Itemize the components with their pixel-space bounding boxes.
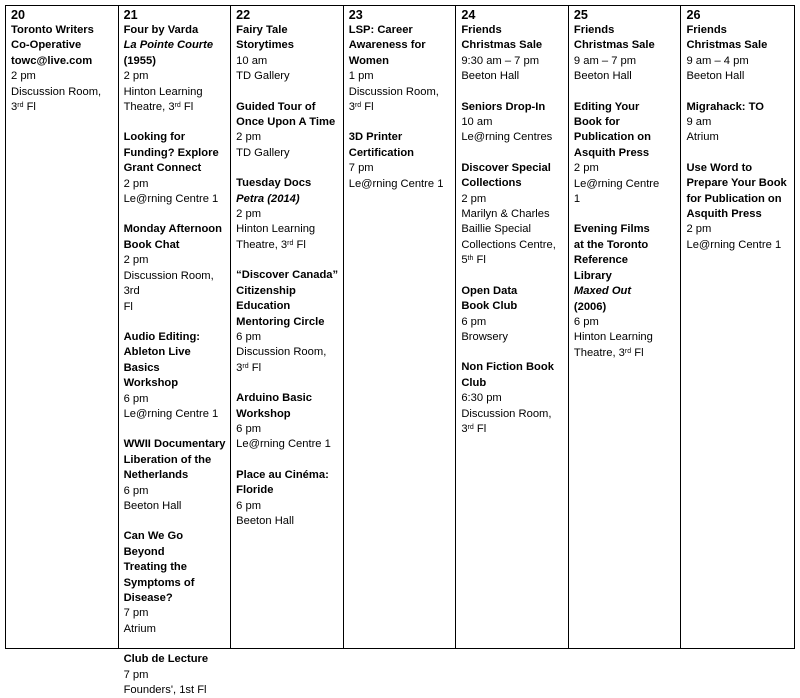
event-title: Club de Lecture (123, 653, 209, 666)
event-title-year: (2006) (573, 300, 607, 313)
event-location: Discussion Room, (11, 85, 102, 98)
event-location: Le@rning Centre (573, 177, 660, 190)
event-title: Book Chat (123, 238, 180, 251)
day-column (569, 6, 682, 648)
event-location: Beeton Hall (123, 499, 182, 512)
event-location: Beeton Hall (686, 70, 745, 83)
event (11, 23, 114, 115)
event-time: 2 pm (236, 208, 262, 221)
event (124, 652, 227, 698)
event-location: Le@rning Centres (461, 131, 553, 144)
event (574, 100, 677, 208)
day-number: 24 (461, 8, 476, 22)
event-title: Seniors Drop-In (461, 100, 546, 113)
day-column (456, 6, 569, 648)
event (124, 437, 227, 514)
event (124, 23, 227, 115)
event-location: Theatre, 3rd Fl (573, 346, 644, 359)
day-column (344, 6, 457, 648)
event (461, 100, 564, 146)
event-title: Library (573, 269, 612, 282)
event-time: 6 pm (236, 330, 262, 343)
event-title: at the Toronto (573, 238, 649, 251)
event-location: Atrium (686, 131, 719, 144)
event-time: 9:30 am – 7 pm (461, 54, 540, 67)
event-time: 2 pm (123, 177, 149, 190)
event-location: Theatre, 3rd Fl (123, 101, 194, 114)
event-title: Friends (686, 24, 727, 36)
event-title: Workshop (123, 377, 179, 390)
event-film-title: Petra (2014) (236, 192, 300, 205)
event-time: 7 pm (348, 162, 374, 175)
event-title: Mentoring Circle (236, 315, 325, 328)
day-number: 23 (348, 8, 363, 22)
event-title: Asquith Press (686, 208, 762, 221)
event-location: TD Gallery (236, 146, 290, 159)
event-location: Le@rning Centre 1 (348, 177, 444, 190)
event-title: “Discover Canada” (236, 269, 339, 282)
event-location: Le@rning Centre 1 (123, 407, 219, 420)
event-time: 2 pm (461, 192, 487, 205)
day-column (231, 6, 344, 648)
event-location: Browsery (461, 330, 508, 343)
event-location: Marilyn & Charles (461, 208, 550, 221)
day-column (6, 6, 119, 648)
day-column (681, 6, 794, 648)
event-title: Book for (573, 116, 620, 129)
event (574, 222, 677, 361)
event (686, 100, 790, 146)
event-title: Citizenship (236, 284, 296, 297)
event-time: 6 pm (123, 484, 149, 497)
event-title: Storytimes (236, 39, 294, 52)
event-time: 2 pm (686, 223, 712, 236)
event-title: Non Fiction Book (461, 361, 554, 374)
event (124, 130, 227, 207)
event (461, 360, 564, 437)
event-location: Hinton Learning (236, 223, 316, 236)
event-title: Evening Films (573, 223, 650, 236)
event-title: Reference (573, 254, 628, 267)
event-title: Publication on (573, 131, 651, 144)
event-location: Beeton Hall (461, 70, 520, 83)
event-location: 3rd Fl (236, 361, 262, 374)
day-number: 22 (236, 8, 251, 22)
event-title: Book Club (461, 300, 518, 313)
event-time: 6 pm (236, 422, 262, 435)
event-location: 3rd Fl (11, 101, 36, 114)
event-location: Theatre, 3rd Fl (236, 238, 306, 251)
event-title: Asquith Press (573, 146, 650, 159)
event (686, 23, 790, 85)
calendar-week (5, 5, 795, 697)
day-column (119, 6, 232, 697)
event-title: Certification (348, 146, 415, 159)
event-location: Discussion Room, 3rd (123, 269, 214, 298)
event-time: 6 pm (236, 499, 262, 512)
event-location: Atrium (123, 622, 156, 635)
event-title: Guided Tour of (236, 100, 316, 113)
event-location: Founders', 1st Fl (123, 684, 207, 697)
event-title: Audio Editing: (123, 330, 201, 343)
event (236, 391, 339, 453)
event-location: Discussion Room, (348, 85, 439, 98)
event-time: 6 pm (573, 315, 599, 328)
event-title: Christmas Sale (461, 39, 543, 52)
event (236, 176, 339, 253)
event-title: Funding? Explore (123, 146, 219, 159)
event-location: Fl (123, 300, 133, 313)
event-title: Editing Your (573, 100, 640, 113)
event (124, 222, 227, 314)
event-title: Disease? (123, 592, 173, 604)
event-time: 6 pm (123, 392, 149, 405)
event-title: Prepare Your Book (686, 177, 787, 190)
event (349, 130, 452, 192)
event-location: 1 (573, 193, 581, 206)
event-time: 9 am – 4 pm (686, 54, 749, 67)
event-time: 9 am – 7 pm (573, 54, 637, 67)
event-location: Le@rning Centre 1 (236, 438, 331, 451)
event-title: Ableton Live Basics (123, 346, 191, 374)
event-title: Christmas Sale (686, 39, 768, 52)
event-title: towc@live.com (11, 54, 93, 67)
event-title: Friends (461, 24, 502, 36)
event-location: Hinton Learning (573, 331, 653, 344)
event-title: Arduino Basic (236, 392, 312, 405)
event-title: for Publication on (686, 192, 782, 205)
event-time: 2 pm (123, 70, 149, 83)
event-title: Fairy Tale (236, 24, 288, 36)
event-location: Collections Centre, (461, 238, 556, 251)
event-time: 2 pm (573, 162, 599, 175)
event (349, 23, 452, 115)
event-title: Open Data (461, 284, 518, 297)
event-time: 2 pm (236, 131, 262, 144)
event-title: Migrahack: TO (686, 100, 764, 113)
event-location: Discussion Room, (461, 407, 552, 420)
event (461, 161, 564, 269)
event-title: Club (461, 376, 487, 389)
event-location: 3rd Fl (461, 422, 487, 435)
event-title: Toronto Writers Co-Operative (11, 24, 94, 52)
day-number: 21 (123, 8, 138, 22)
event-location: Beeton Hall (573, 70, 632, 83)
event-title: Place au Cinéma: (236, 468, 329, 481)
event-time: 6 pm (461, 315, 487, 328)
event-location: Discussion Room, (236, 346, 327, 359)
event-location: Le@rning Centre 1 (123, 193, 219, 206)
event-title: Monday Afternoon (123, 223, 222, 236)
event-time: 7 pm (123, 668, 149, 681)
event-title: Liberation of the (123, 453, 212, 466)
event-time: 9 am (686, 116, 712, 129)
event-location: 5th Fl (461, 254, 486, 267)
event (686, 161, 790, 253)
event-title: Awareness for (348, 39, 426, 52)
event-time: 6:30 pm (461, 392, 502, 405)
event-title-year: (1955) (123, 54, 156, 67)
event (236, 268, 339, 376)
event-film-title: La Pointe Courte (123, 39, 214, 52)
event-title: LSP: Career (348, 24, 413, 36)
event (461, 23, 564, 85)
event-time: 1 pm (348, 70, 374, 83)
event-time: 10 am (236, 54, 268, 67)
event-title: Friends (573, 24, 615, 36)
event-location: Le@rning Centre 1 (686, 238, 782, 251)
event-title: Discover Special (461, 161, 551, 174)
event-title: Grant Connect (123, 162, 202, 175)
event (236, 468, 339, 530)
event-time: 7 pm (123, 607, 149, 620)
event-location: Beeton Hall (236, 514, 294, 527)
event (574, 23, 677, 85)
event-title: Once Upon A Time (236, 116, 336, 129)
event-title: Women (348, 54, 389, 67)
event (124, 529, 227, 637)
event-title: WWII Documentary (123, 438, 226, 451)
day-number: 26 (686, 8, 701, 22)
day-number: 20 (11, 8, 26, 22)
event-location: Baillie Special (461, 223, 531, 236)
event-title: Workshop (236, 407, 291, 420)
event-title: Use Word to (686, 161, 753, 174)
event-title: Education (236, 300, 291, 313)
event-title: 3D Printer (348, 131, 403, 144)
event-title: Netherlands (123, 469, 189, 482)
event-title: Can We Go Beyond (123, 530, 184, 558)
event (124, 330, 227, 422)
event-title: Symptoms of (123, 576, 195, 589)
event-time: 2 pm (123, 254, 149, 267)
event (236, 23, 339, 85)
event-time: 10 am (461, 116, 493, 129)
event-title: Floride (236, 484, 274, 497)
event-title: Looking for (123, 131, 186, 144)
event-film-title: Maxed Out (573, 285, 632, 298)
event-location: Hinton Learning (123, 85, 203, 98)
day-number: 25 (573, 8, 588, 22)
event-location: TD Gallery (236, 70, 290, 83)
event-time: 2 pm (11, 70, 36, 83)
event-title: Christmas Sale (573, 39, 655, 52)
event-title: Treating the (123, 561, 187, 574)
event-location: 3rd Fl (348, 101, 374, 114)
event-title: Tuesday Docs (236, 177, 312, 190)
event-title: Four by Varda (123, 24, 199, 36)
event (236, 100, 339, 162)
event (461, 284, 564, 346)
event-title: Collections (461, 177, 522, 190)
